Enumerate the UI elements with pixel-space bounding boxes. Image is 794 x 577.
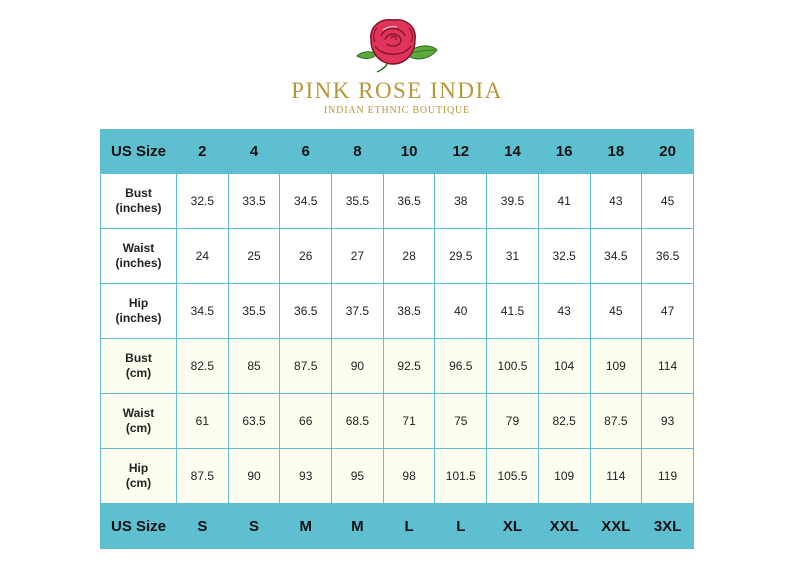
header-size-cell: 4 <box>228 130 280 174</box>
value-cell: 26 <box>280 229 332 284</box>
value-cell: 85 <box>228 339 280 394</box>
row-label-measure: Waist <box>122 406 155 420</box>
header-size-cell: 14 <box>487 130 539 174</box>
brand-logo <box>0 14 794 117</box>
value-cell: 104 <box>538 339 590 394</box>
header-size-cell: 8 <box>332 130 384 174</box>
footer-row <box>101 504 694 549</box>
letter-size-cell: 3XL <box>642 504 694 549</box>
value-cell: 87.5 <box>177 449 229 504</box>
value-cell: 82.5 <box>538 394 590 449</box>
row-label-measure: Hip <box>128 296 149 310</box>
row-label-unit: (inches) <box>115 256 162 270</box>
measurement-row <box>101 284 694 339</box>
value-cell: 39.5 <box>487 174 539 229</box>
value-cell: 43 <box>590 174 642 229</box>
value-cell: 109 <box>590 339 642 394</box>
value-cell: 37.5 <box>332 284 384 339</box>
row-label <box>101 229 177 284</box>
measurement-row <box>101 229 694 284</box>
value-cell: 101.5 <box>435 449 487 504</box>
value-cell: 61 <box>177 394 229 449</box>
value-cell: 109 <box>538 449 590 504</box>
value-cell: 71 <box>383 394 435 449</box>
value-cell: 82.5 <box>177 339 229 394</box>
value-cell: 41 <box>538 174 590 229</box>
measurement-row <box>101 174 694 229</box>
value-cell: 95 <box>332 449 384 504</box>
row-label <box>101 339 177 394</box>
value-cell: 41.5 <box>487 284 539 339</box>
value-cell: 119 <box>642 449 694 504</box>
letter-size-cell: L <box>435 504 487 549</box>
header-row <box>101 130 694 174</box>
header-size-cell: 18 <box>590 130 642 174</box>
value-cell: 32.5 <box>177 174 229 229</box>
value-cell: 75 <box>435 394 487 449</box>
rose-logo-icon <box>347 14 447 76</box>
value-cell: 100.5 <box>487 339 539 394</box>
value-cell: 35.5 <box>228 284 280 339</box>
header-size-cell: 2 <box>177 130 229 174</box>
value-cell: 31 <box>487 229 539 284</box>
row-label-measure: Bust <box>125 351 152 365</box>
value-cell: 45 <box>642 174 694 229</box>
value-cell: 34.5 <box>280 174 332 229</box>
value-cell: 93 <box>280 449 332 504</box>
letter-size-cell: L <box>383 504 435 549</box>
value-cell: 66 <box>280 394 332 449</box>
row-label <box>101 394 177 449</box>
row-label-unit: (inches) <box>115 311 162 325</box>
value-cell: 90 <box>228 449 280 504</box>
header-size-cell: 6 <box>280 130 332 174</box>
value-cell: 92.5 <box>383 339 435 394</box>
value-cell: 47 <box>642 284 694 339</box>
letter-size-cell: S <box>228 504 280 549</box>
value-cell: 27 <box>332 229 384 284</box>
letter-size-cell: XXL <box>538 504 590 549</box>
value-cell: 114 <box>590 449 642 504</box>
value-cell: 38 <box>435 174 487 229</box>
value-cell: 35.5 <box>332 174 384 229</box>
row-label <box>101 449 177 504</box>
row-label <box>101 174 177 229</box>
value-cell: 105.5 <box>487 449 539 504</box>
letter-size-cell: M <box>332 504 384 549</box>
row-label-measure: Bust <box>125 186 152 200</box>
value-cell: 114 <box>642 339 694 394</box>
measurement-row <box>101 449 694 504</box>
value-cell: 96.5 <box>435 339 487 394</box>
value-cell: 45 <box>590 284 642 339</box>
row-label-measure: Waist <box>122 241 155 255</box>
value-cell: 36.5 <box>383 174 435 229</box>
header-size-cell: 12 <box>435 130 487 174</box>
value-cell: 38.5 <box>383 284 435 339</box>
footer-label: US Size <box>101 504 177 549</box>
value-cell: 87.5 <box>590 394 642 449</box>
letter-size-cell: XXL <box>590 504 642 549</box>
header-size-cell: 10 <box>383 130 435 174</box>
brand-name: PINK ROSE INDIA <box>291 78 503 103</box>
value-cell: 90 <box>332 339 384 394</box>
header-label: US Size <box>101 130 177 174</box>
measurement-row <box>101 394 694 449</box>
value-cell: 98 <box>383 449 435 504</box>
letter-size-cell: M <box>280 504 332 549</box>
value-cell: 79 <box>487 394 539 449</box>
row-label-unit: (cm) <box>125 421 152 435</box>
value-cell: 34.5 <box>590 229 642 284</box>
value-cell: 28 <box>383 229 435 284</box>
value-cell: 33.5 <box>228 174 280 229</box>
value-cell: 32.5 <box>538 229 590 284</box>
row-label-unit: (cm) <box>125 476 152 490</box>
value-cell: 36.5 <box>642 229 694 284</box>
letter-size-cell: XL <box>487 504 539 549</box>
value-cell: 24 <box>177 229 229 284</box>
value-cell: 68.5 <box>332 394 384 449</box>
value-cell: 87.5 <box>280 339 332 394</box>
value-cell: 43 <box>538 284 590 339</box>
value-cell: 93 <box>642 394 694 449</box>
letter-size-cell: S <box>177 504 229 549</box>
header-size-cell: 16 <box>538 130 590 174</box>
value-cell: 63.5 <box>228 394 280 449</box>
measurement-row <box>101 339 694 394</box>
brand-tagline: INDIAN ETHNIC BOUTIQUE <box>324 105 470 116</box>
header-size-cell: 20 <box>642 130 694 174</box>
value-cell: 36.5 <box>280 284 332 339</box>
row-label-unit: (cm) <box>125 366 152 380</box>
value-cell: 29.5 <box>435 229 487 284</box>
value-cell: 34.5 <box>177 284 229 339</box>
value-cell: 25 <box>228 229 280 284</box>
row-label <box>101 284 177 339</box>
row-label-measure: Hip <box>128 461 149 475</box>
value-cell: 40 <box>435 284 487 339</box>
size-chart-table <box>100 129 694 549</box>
row-label-unit: (inches) <box>115 201 162 215</box>
